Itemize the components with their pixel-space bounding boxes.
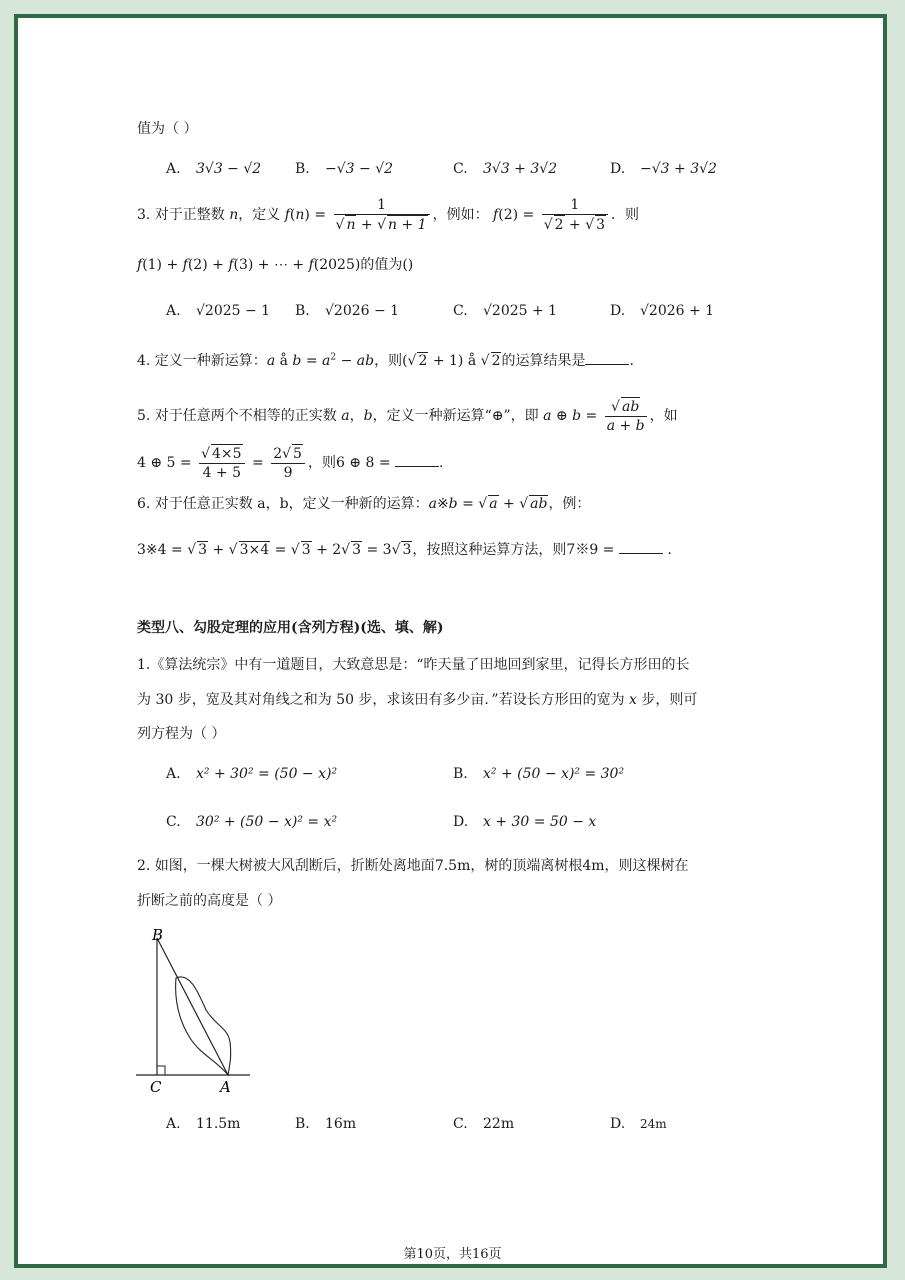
- answer-blank[interactable]: [585, 364, 629, 365]
- answer-blank[interactable]: [619, 553, 663, 554]
- q3-line2: f(1) + f(2) + f(3) + ⋯ + f(2025)的值为(): [137, 257, 414, 273]
- option-b[interactable]: B. x² + (50 − x)² = 30²: [453, 766, 625, 782]
- label-b: B: [152, 926, 164, 944]
- q5-line2: 4 ⊕ 5 = √ $\frac{4\times 5}{4 + 5}$ = $\frac{2√ 5}{9}$ ，则6 ⊕ 8 = .: [137, 444, 443, 482]
- option-a[interactable]: A. x² + 30² = (50 − x)²: [166, 766, 338, 782]
- option-d[interactable]: D. −√3 + 3√2: [610, 161, 717, 177]
- option-d[interactable]: D. x + 30 = 50 − x: [453, 814, 597, 830]
- q4-line: 4. 定义一种新运算：a å $b = a^2$ − ab，则(√ 2 + 1) å √ 2的运算结果是 .: [137, 350, 634, 370]
- option-c[interactable]: C. 30² + (50 − x)² = x²: [166, 814, 338, 830]
- option-b[interactable]: B. √2026 − 1: [295, 303, 400, 319]
- option-c[interactable]: C. √2025 + 1: [453, 303, 558, 319]
- p1-line1: 1.《算法统宗》中有一道题目，大致意思是：“昨天量了田地回到家里，记得长方形田的长: [137, 657, 690, 673]
- q6-line2: 3※4 = √ 3 + √ 3×4 = √ 3 + 2√ 3 = 3√ 3，按照这种运算方法，则7※9 = .: [137, 539, 672, 559]
- q5-line1: 5. 对于任意两个不相等的正实数 a，b，定义一种新运算“⊕”，即 a ⊕ b = √ $\frac{ab}{a + b}$ ，如: [137, 397, 678, 435]
- p2-line1: 2. 如图，一棵大树被大风刮断后，折断处离地面7.5m，树的顶端离树根4m，则这棵树在: [137, 858, 689, 874]
- label-c: C: [150, 1078, 162, 1096]
- q6-line1: 6. 对于任意正实数 a，b，定义一种新的运算：a※b = √ a + √ ab，例：: [137, 493, 590, 513]
- option-b[interactable]: B. 16m: [295, 1116, 357, 1132]
- option-a[interactable]: A. √2025 − 1: [166, 303, 271, 319]
- p1-line2: 为 30 步，宽及其对角线之和为 50 步，求该田有多少亩．”若设长方形田的宽为 x 步，则可: [137, 692, 698, 708]
- option-c[interactable]: C. 3√3 + 3√2: [453, 161, 558, 177]
- option-a[interactable]: A. 3√3 − √2: [166, 161, 262, 177]
- tree-figure: [130, 922, 260, 1097]
- option-b[interactable]: B. −√3 − √2: [295, 161, 394, 177]
- label-a: A: [220, 1078, 231, 1096]
- section-title: 类型八、勾股定理的应用(含列方程)(选、填、解): [137, 620, 444, 636]
- q2-tail-text: 值为（ ）: [137, 121, 198, 137]
- option-d[interactable]: D. √2026 + 1: [610, 303, 715, 319]
- p2-line2: 折断之前的高度是（ ）: [137, 893, 282, 909]
- option-c[interactable]: C. 22m: [453, 1116, 515, 1132]
- answer-blank[interactable]: [395, 466, 439, 467]
- option-d[interactable]: D. 24m: [610, 1116, 667, 1132]
- p1-line3: 列方程为（ ）: [137, 726, 226, 742]
- q3-line1: 3. 对于正整数 n，定义 f(n) = 1 √ n + √ n + 1 ，例如： f(2) = 1 √ 2 + √ 3 ．则: [137, 196, 639, 234]
- option-a[interactable]: A. 11.5m: [166, 1116, 241, 1132]
- page-number: 第10页，共16页: [403, 1247, 502, 1262]
